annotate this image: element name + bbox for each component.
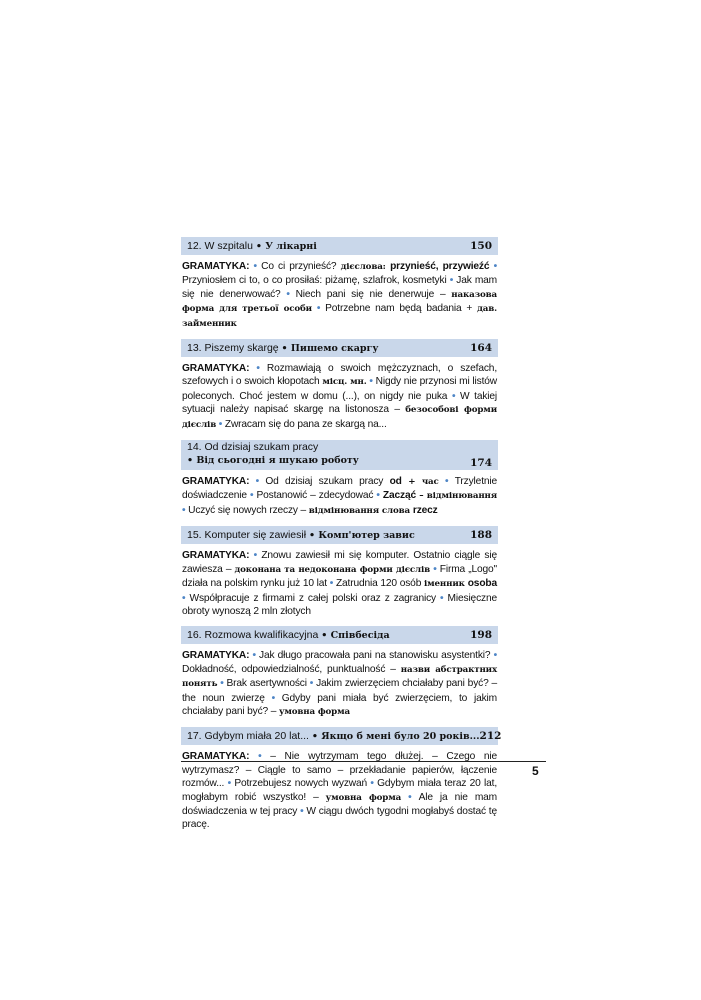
grammar-label: GRAMATYKA:: [182, 550, 250, 562]
ukrainian-note: дав. займенник: [182, 304, 498, 329]
grammar-label: GRAMATYKA:: [182, 751, 250, 763]
bullet-separator: •: [249, 476, 266, 488]
page-number: 5: [532, 764, 539, 778]
polish-text: Znowu zawiesił mi się komputer. Ostatnio ciągle się zawiesza –: [182, 550, 497, 575]
section-page-number: 174: [470, 457, 492, 470]
polish-text: Brak asertywności: [226, 678, 307, 690]
polish-text: Postanowić – zdecydować: [256, 490, 374, 502]
bullet-separator: •: [435, 592, 448, 604]
section-title-polish: 13. Piszemy skargę: [187, 341, 279, 354]
bullet-separator: •: [401, 791, 419, 803]
bullet-separator: •: [366, 376, 376, 388]
bullet-separator: •: [326, 578, 336, 590]
bullet-separator: •: [446, 275, 457, 287]
ukrainian-note: відмінювання слова: [308, 505, 413, 516]
section-title-polish: 14. Od dzisiaj szukam pracy: [187, 441, 319, 454]
bullet-separator: •: [249, 550, 262, 562]
section-title: [187, 629, 458, 642]
bullet-separator: •: [297, 805, 307, 817]
polish-text: Gdybym miała teraz 20 lat, mogłabym robić wszystko! –: [182, 778, 497, 803]
polish-text: W ciągu dwóch tygodni mogłabyś dostać tę pracę.: [182, 805, 497, 831]
section-header: [181, 727, 502, 745]
bullet-separator: •: [182, 504, 189, 516]
polish-text: Potrzebne nam będą badania +: [325, 303, 478, 315]
polish-text: Zwracam się do pana ze skargą na...: [224, 418, 387, 430]
polish-text: – Nie wytrzymam tego dłużej. – Czego nie wytrzymasz? – Ciągle to samo – przekładanie papierów, łączenie rozmów...: [182, 751, 498, 790]
section-grammar-text: [181, 470, 498, 518]
ukrainian-note: дієслова:: [340, 262, 391, 272]
ukrainian-note: назви абстрактних понять: [182, 664, 497, 690]
ukrainian-note: наказова форма для третьої особи: [182, 289, 497, 315]
bullet-separator: •: [367, 778, 378, 790]
polish-text: Trzyletnie doświadczenie: [182, 476, 498, 502]
section-title: [187, 441, 458, 467]
bullet-separator: •: [249, 261, 262, 272]
section-title-ukrainian: • У лікарні: [255, 240, 317, 252]
polish-text: Niech pani się nie denerwuje –: [295, 288, 452, 300]
polish-text: Jakim zwierzęciem chciałaby pani być? – the noun zwierzę: [182, 678, 498, 704]
table-of-contents: [181, 237, 502, 832]
section-title: [187, 240, 458, 253]
ukrainian-note: умовна форма: [325, 792, 402, 803]
ukrainian-note: місц. мн.: [322, 377, 367, 388]
footer-rule: [181, 761, 546, 762]
bullet-separator: •: [430, 563, 440, 575]
bullet-separator: •: [249, 751, 271, 763]
polish-text: Ale ja nie mam doświadczenia w tej pracy: [182, 791, 498, 817]
polish-text: Potrzebujesz nowych wyzwań: [234, 778, 368, 790]
bullet-separator: •: [447, 390, 461, 402]
bullet-separator: •: [490, 650, 497, 662]
ukrainian-note: умовна форма: [278, 706, 350, 717]
polish-highlight: przynieść, przywieźć: [390, 261, 490, 272]
polish-text: Przyniosłem ci to, o co prosiłaś: piżamę, szlafrok, kosmetyki: [182, 275, 447, 287]
section-grammar-text: [181, 357, 498, 432]
section-header: [181, 526, 498, 544]
section-header: [181, 339, 498, 357]
section-title-ukrainian: • Від сьогодні я шукаю роботу: [187, 455, 359, 467]
bullet-separator: •: [249, 363, 267, 375]
section-grammar-text: [181, 544, 498, 618]
polish-text: Jak mam się nie denerwować?: [182, 275, 498, 300]
ukrainian-note: іменник: [424, 579, 468, 590]
bullet-separator: •: [216, 418, 225, 430]
bullet-separator: •: [249, 650, 260, 662]
bullet-separator: •: [182, 592, 190, 604]
ukrainian-note: безособові форми дієслів: [182, 405, 497, 430]
section-title-polish: 12. W szpitalu: [187, 239, 253, 252]
grammar-label: GRAMATYKA:: [182, 650, 250, 662]
polish-text: W takiej sytuacji należy napisać skargę na listonosza –: [182, 390, 498, 416]
bullet-separator: •: [224, 778, 235, 790]
polish-text: Firma „Logo" działa na polskim rynku już 10 lat: [182, 563, 497, 590]
polish-text: Nigdy nie przynosi mi listów poleconych. Choć jestem w domu (...), on nigdy nie puka: [182, 376, 497, 402]
section-title: [187, 730, 480, 743]
section-page-number: 212: [479, 730, 502, 743]
bullet-separator: •: [306, 678, 317, 690]
bullet-separator: •: [311, 303, 326, 315]
polish-text: Zatrudnia 120 osób: [335, 578, 424, 590]
bullet-separator: •: [246, 490, 257, 502]
section-grammar-text: [181, 255, 498, 331]
ukrainian-note: доконана та недоконана форми дієслів: [234, 564, 431, 575]
section-title-ukrainian: • Пишемо скаргу: [281, 342, 379, 354]
polish-text: Rozmawiają o swoich mężczyznach, o szefach, szefowych i o swoich kłopotach: [182, 363, 498, 388]
section-page-number: 164: [470, 342, 492, 355]
polish-text: Gdyby pani miała być zwierzęciem, to jakim chciałaby pani być? –: [182, 692, 497, 717]
section-header: [181, 237, 498, 255]
polish-text: Od dzisiaj szukam pracy: [265, 476, 390, 488]
polish-text: Jak długo pracowała pani na stanowisku asystentki?: [259, 650, 491, 662]
polish-highlight: osoba: [467, 578, 497, 590]
bullet-separator: •: [280, 288, 296, 300]
section-header: [181, 440, 498, 470]
bullet-separator: •: [438, 476, 455, 488]
section-title-polish: 17. Gdybym miała 20 lat...: [187, 729, 309, 742]
polish-text: Miesięczne obroty wynoszą 2 mln złotych: [182, 592, 497, 617]
grammar-label: GRAMATYKA:: [182, 363, 250, 375]
section-grammar-text: [181, 745, 498, 831]
section-title: [187, 529, 458, 542]
section-title-ukrainian: • Якщо б мені було 20 років...: [311, 730, 480, 742]
section-page-number: 188: [470, 529, 492, 542]
section-page-number: 198: [470, 629, 492, 642]
polish-highlight: Zacząć: [382, 490, 417, 502]
section-title-ukrainian: • Комп'ютер завис: [308, 529, 415, 541]
bullet-separator: •: [217, 678, 227, 690]
section-title-polish: 15. Komputer się zawiesił: [187, 528, 307, 541]
polish-text: Uczyć się nowych rzeczy –: [188, 504, 309, 516]
section-page-number: 150: [470, 240, 492, 252]
bullet-separator: •: [264, 692, 282, 704]
bullet-separator: •: [489, 261, 497, 272]
polish-text: Dokładność, odpowiedzialność, punktualność –: [182, 663, 401, 675]
section-title-ukrainian: • Співбесіда: [321, 629, 390, 641]
section-header: [181, 626, 498, 644]
grammar-label: GRAMATYKA:: [182, 261, 250, 272]
bullet-separator: •: [373, 490, 383, 502]
polish-highlight: rzecz: [412, 504, 438, 516]
grammar-label: GRAMATYKA:: [182, 476, 250, 488]
polish-text: Współpracuje z firmami z całej polski oraz z zagranicy: [189, 592, 436, 604]
section-title-polish: 16. Rozmowa kwalifikacyjna: [187, 628, 319, 641]
ukrainian-note: – відмінювання: [416, 491, 498, 502]
polish-text: Co ci przynieść?: [261, 261, 341, 272]
section-title: [187, 342, 458, 355]
polish-highlight: od: [389, 476, 402, 488]
ukrainian-note: + час: [401, 477, 439, 488]
section-grammar-text: [181, 644, 498, 719]
